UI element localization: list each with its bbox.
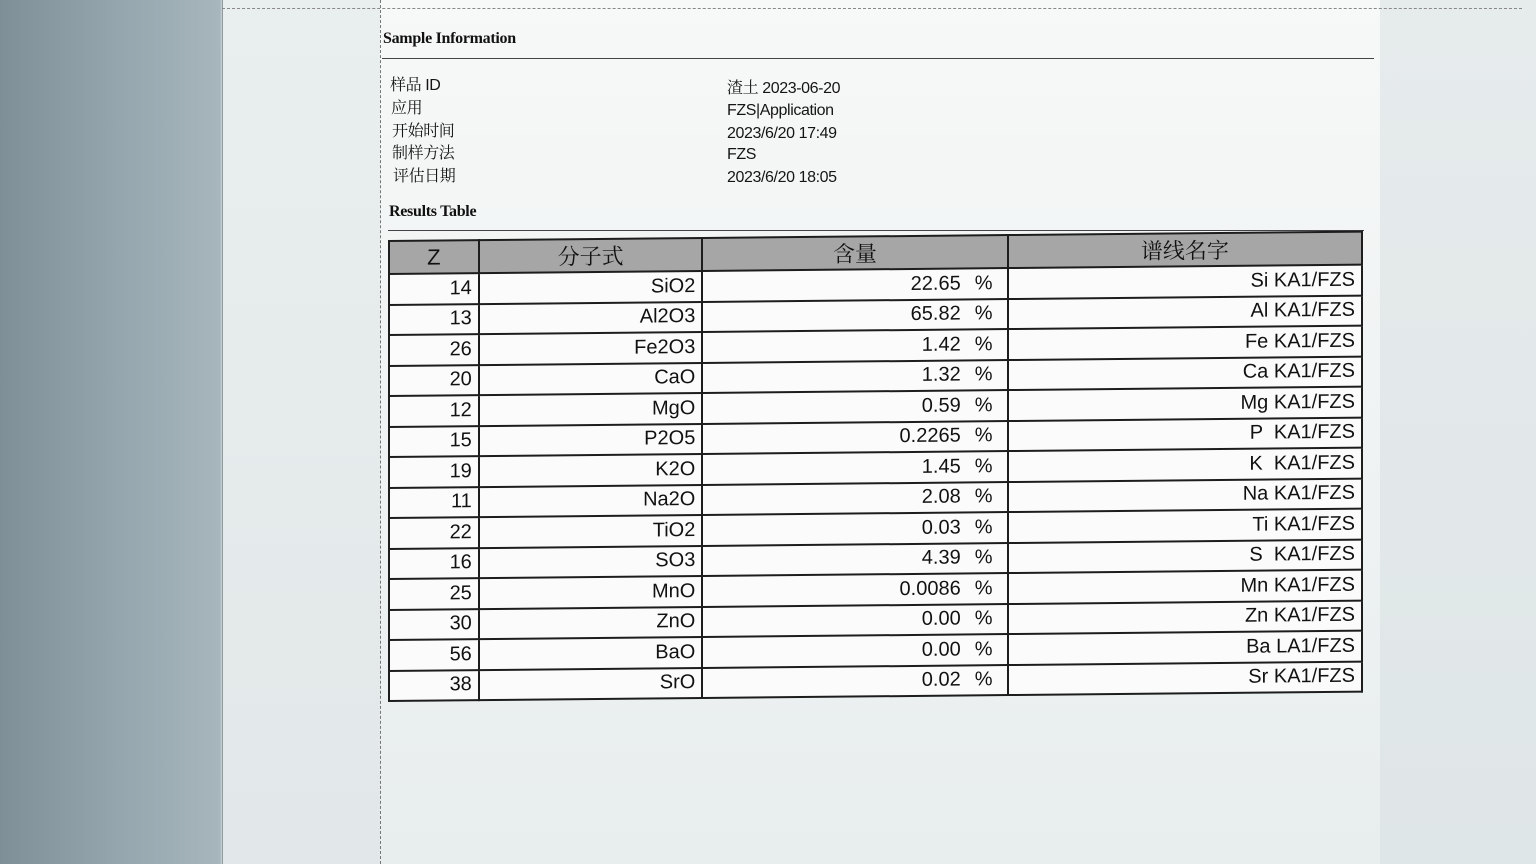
z-cell: 38 [389, 670, 479, 701]
start-time-label: 开始时间 [392, 123, 455, 140]
content-cell [702, 299, 1007, 332]
formula-cell: Na2O [479, 484, 703, 517]
results-table [388, 231, 1363, 702]
content-value: 0.00 [921, 607, 961, 631]
line-name-cell: S KA1/FZS [1008, 539, 1362, 573]
content-cell [702, 634, 1007, 667]
content-unit: % [974, 668, 993, 691]
line-name-cell: Mn KA1/FZS [1008, 570, 1362, 604]
content-unit: % [974, 454, 993, 478]
content-value: 1.32 [921, 363, 961, 387]
line-name-cell: Ba LA1/FZS [1008, 631, 1362, 665]
line-name-cell: Sr KA1/FZS [1008, 661, 1362, 695]
content-unit: % [974, 332, 993, 356]
formula-cell: Al2O3 [479, 301, 703, 334]
z-cell: 25 [389, 578, 479, 609]
content-cell [702, 451, 1007, 484]
z-cell: 26 [389, 334, 479, 365]
content-cell [702, 268, 1007, 301]
formula-cell: CaO [479, 362, 703, 395]
content-unit: % [974, 393, 993, 417]
content-value: 0.2265 [899, 424, 961, 448]
content-unit: % [974, 363, 993, 386]
formula-cell: BaO [479, 637, 703, 670]
content-cell [702, 390, 1007, 423]
content-value: 0.03 [921, 516, 961, 539]
formula-cell: TiO2 [479, 515, 703, 548]
content-cell [702, 329, 1007, 362]
z-cell: 22 [389, 517, 479, 548]
line-name-cell: K KA1/FZS [1008, 448, 1362, 482]
formula-cell: SrO [479, 667, 703, 700]
page-top-border [222, 8, 1522, 9]
formula-cell: P2O5 [479, 423, 703, 456]
page-left-margin [222, 0, 381, 864]
content-unit: % [974, 302, 993, 325]
content-cell [702, 360, 1007, 393]
prep-method-value: FZS [727, 146, 757, 163]
z-cell: 14 [389, 273, 479, 304]
line-name-cell: Si KA1/FZS [1008, 265, 1362, 299]
content-cell [702, 665, 1007, 698]
content-unit: % [974, 637, 993, 661]
line-name-cell: Na KA1/FZS [1008, 478, 1362, 512]
content-unit: % [974, 485, 993, 508]
content-unit: % [974, 607, 993, 630]
content-unit: % [974, 576, 993, 600]
column-header-z: Z [389, 240, 479, 274]
content-unit: % [974, 424, 993, 447]
application-value: FZS|Application [727, 102, 834, 119]
line-name-cell: Al KA1/FZS [1008, 295, 1362, 329]
content-value: 0.02 [921, 668, 961, 692]
application-label: 应用 [391, 100, 423, 117]
line-name-cell: Fe KA1/FZS [1008, 326, 1362, 360]
prep-method-label: 制样方法 [392, 145, 455, 162]
line-name-cell: Mg KA1/FZS [1008, 387, 1362, 421]
content-cell [702, 604, 1007, 637]
formula-cell: K2O [479, 454, 703, 487]
line-name-cell: Zn KA1/FZS [1008, 600, 1362, 634]
formula-cell: SO3 [479, 545, 703, 578]
eval-date-label: 评估日期 [393, 168, 456, 185]
content-value: 65.82 [910, 302, 961, 326]
start-time-value: 2023/6/20 17:49 [727, 125, 837, 142]
results-table-rule [388, 230, 1364, 231]
content-value: 0.59 [921, 394, 961, 417]
sample-information-heading: Sample Information [383, 30, 516, 47]
line-name-cell: Ti KA1/FZS [1008, 509, 1362, 543]
z-cell: 30 [389, 609, 479, 640]
content-value: 4.39 [921, 546, 961, 570]
z-cell: 19 [389, 456, 479, 487]
line-name-cell: P KA1/FZS [1008, 417, 1362, 451]
eval-date-value: 2023/6/20 18:05 [727, 169, 837, 186]
content-cell [702, 482, 1007, 515]
content-cell [702, 543, 1007, 576]
z-cell: 12 [389, 395, 479, 426]
z-cell: 15 [389, 426, 479, 457]
line-name-cell: Ca KA1/FZS [1008, 356, 1362, 390]
formula-cell: MnO [479, 576, 703, 609]
z-cell: 11 [389, 487, 479, 518]
z-cell: 13 [389, 304, 479, 335]
column-header-formula: 分子式 [479, 238, 703, 273]
sample-information-rule [382, 58, 1374, 59]
formula-cell: ZnO [479, 606, 703, 639]
formula-cell: SiO2 [479, 271, 703, 304]
results-table-heading: Results Table [389, 203, 477, 220]
column-header-line-name: 谱线名字 [1008, 232, 1362, 268]
content-cell [702, 512, 1007, 545]
page-right-margin [1380, 0, 1536, 864]
z-cell: 56 [389, 639, 479, 670]
z-cell: 20 [389, 365, 479, 396]
column-header-content: 含量 [702, 235, 1007, 271]
content-value: 0.0086 [899, 577, 961, 600]
content-value: 0.00 [921, 638, 961, 661]
formula-cell: Fe2O3 [479, 332, 703, 365]
content-unit: % [974, 546, 993, 569]
content-unit: % [974, 271, 993, 295]
results-body [389, 265, 1362, 701]
z-cell: 16 [389, 548, 479, 579]
formula-cell: MgO [479, 393, 703, 426]
content-value: 1.45 [921, 455, 961, 478]
content-value: 1.42 [921, 333, 961, 356]
sample-id-value: 渣土 2023-06-20 [727, 80, 841, 97]
sample-id-label: 样品 ID [390, 77, 441, 94]
content-unit: % [974, 515, 993, 539]
content-cell [702, 573, 1007, 606]
content-value: 22.65 [910, 272, 961, 295]
content-cell [702, 421, 1007, 454]
content-value: 2.08 [921, 485, 961, 509]
